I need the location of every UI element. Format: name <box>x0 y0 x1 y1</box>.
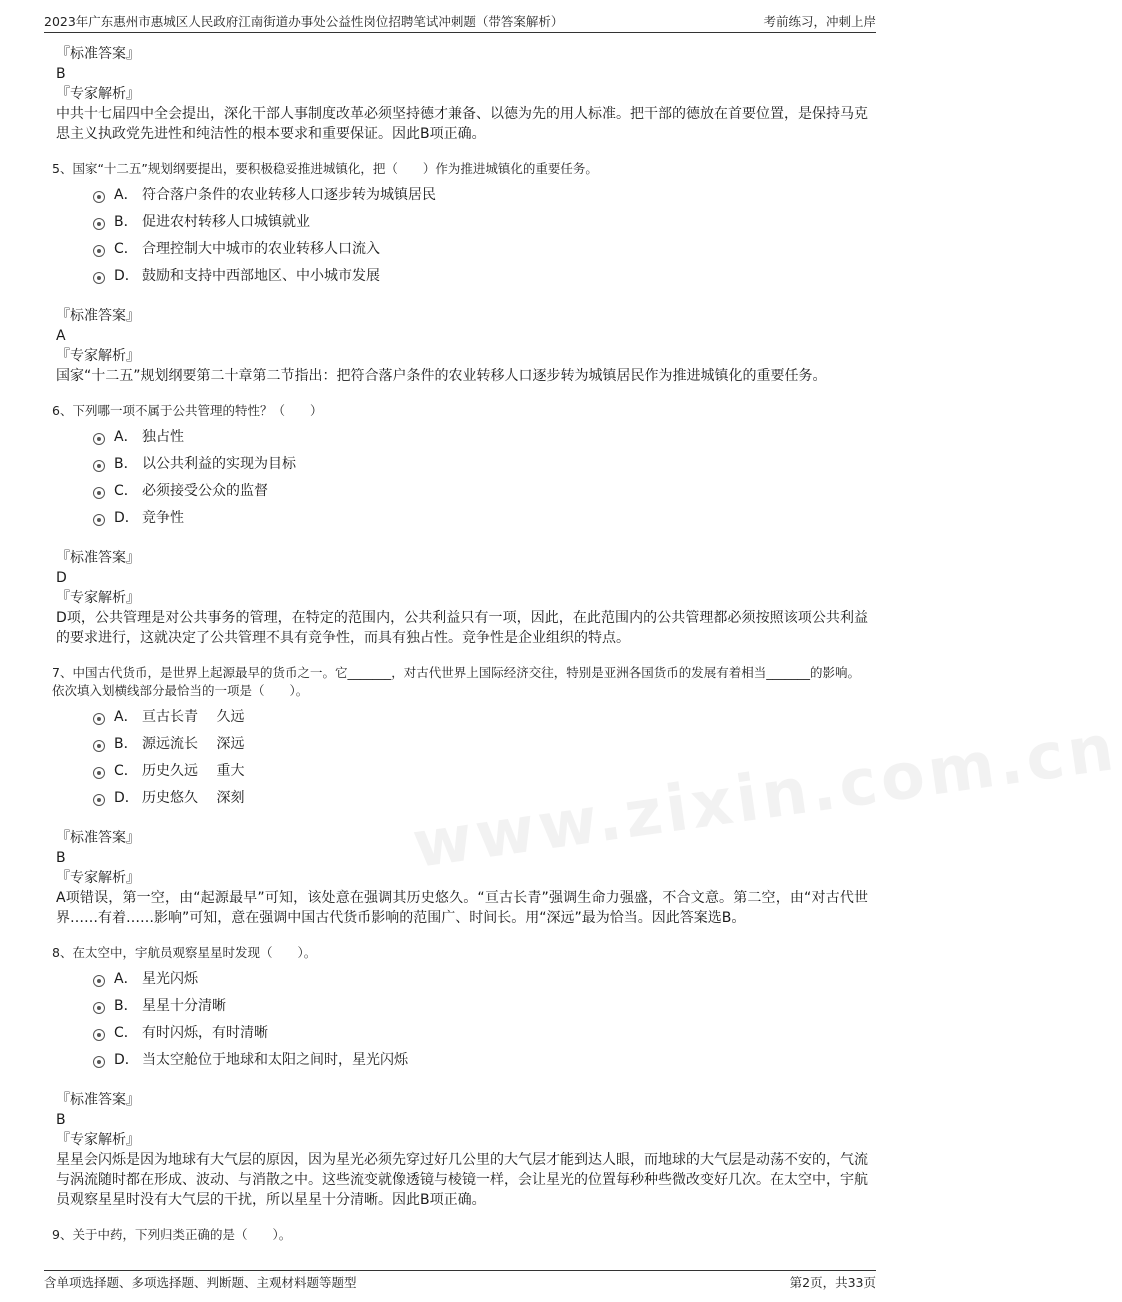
radio-icon[interactable] <box>93 218 105 230</box>
option-letter: A． <box>114 709 138 725</box>
option-text: 当太空舱位于地球和太阳之间时，星光闪烁 <box>142 1052 408 1068</box>
standard-answer-value: D <box>56 570 67 586</box>
option-c[interactable] <box>93 238 868 265</box>
radio-icon[interactable] <box>93 487 105 499</box>
question-stem: 8、在太空中，宇航员观察星星时发现（ ）。 <box>52 945 317 960</box>
radio-icon[interactable] <box>93 1029 105 1041</box>
option-letter: C． <box>114 763 138 779</box>
option-text: 符合落户条件的农业转移人口逐步转为城镇居民 <box>142 187 436 203</box>
option-text: 有时闪烁，有时清晰 <box>142 1025 268 1041</box>
expert-analysis-text: 国家“十二五”规划纲要第二十章第二节指出：把符合落户条件的农业转移人口逐步转为城镇居民作为推进城镇化的重要任务。 <box>56 368 827 384</box>
expert-analysis-label: 『专家解析』 <box>56 1132 140 1148</box>
radio-icon[interactable] <box>93 460 105 472</box>
expert-analysis-text: D项，公共管理是对公共事务的管理，在特定的范围内，公共利益只有一项，因此，在此范围内的公共管理都必须按照该项公共利益的要求进行，这就决定了公共管理不具有竞争性，而具有独占性。竞争性是企业组织的特点。 <box>56 610 868 646</box>
option-list <box>93 426 868 534</box>
radio-icon[interactable] <box>93 713 105 725</box>
option-letter: B． <box>114 736 138 752</box>
question-9 <box>52 1226 868 1244</box>
option-letter: D． <box>114 1052 139 1068</box>
radio-icon[interactable] <box>93 975 105 987</box>
option-d[interactable] <box>93 787 868 814</box>
page-footer <box>44 1270 876 1295</box>
standard-answer-label: 『标准答案』 <box>56 308 140 324</box>
answer-block-7 <box>56 828 868 928</box>
question-6 <box>52 402 868 648</box>
standard-answer-value: B <box>56 850 66 866</box>
option-text: 亘古长青 久远 <box>142 709 245 725</box>
question-types-note: 含单项选择题、多项选择题、判断题、主观材料题等题型 <box>44 1275 357 1290</box>
radio-icon[interactable] <box>93 1056 105 1068</box>
option-b[interactable] <box>93 733 868 760</box>
answer-block-8 <box>56 1090 868 1210</box>
option-letter: D． <box>114 790 139 806</box>
radio-icon[interactable] <box>93 1002 105 1014</box>
option-text: 竞争性 <box>142 510 184 526</box>
option-text: 鼓励和支持中西部地区、中小城市发展 <box>142 268 380 284</box>
expert-analysis-label: 『专家解析』 <box>56 86 140 102</box>
header-slogan: 考前练习，冲刺上岸 <box>763 14 876 29</box>
watermark: www.zixin.com.cn <box>408 710 1122 884</box>
radio-icon[interactable] <box>93 191 105 203</box>
option-text: 星星十分清晰 <box>142 998 226 1014</box>
option-a[interactable] <box>93 706 868 733</box>
question-7 <box>52 664 868 928</box>
question-stem: 7、中国古代货币，是世界上起源最早的货币之一。它_______，对古代世界上国际经济交往，特别是亚洲各国货币的发展有着相当_______的影响。 <box>52 665 860 680</box>
question-5 <box>52 160 868 386</box>
standard-answer-label: 『标准答案』 <box>56 550 140 566</box>
standard-answer-value: B <box>56 66 66 82</box>
answer-block-6 <box>56 548 868 648</box>
option-c[interactable] <box>93 480 868 507</box>
option-text: 独占性 <box>142 429 184 445</box>
page-header <box>44 10 876 33</box>
expert-analysis-label: 『专家解析』 <box>56 870 140 886</box>
option-letter: A． <box>114 971 138 987</box>
option-letter: C． <box>114 1025 138 1041</box>
expert-analysis-text: 中共十七届四中全会提出，深化干部人事制度改革必须坚持德才兼备、以德为先的用人标准。把干部的德放在首要位置，是保持马克思主义执政党先进性和纯洁性的根本要求和重要保证。因此B项正确。 <box>56 106 868 142</box>
option-letter: B． <box>114 998 138 1014</box>
option-letter: D． <box>114 268 139 284</box>
radio-icon[interactable] <box>93 740 105 752</box>
option-d[interactable] <box>93 507 868 534</box>
option-letter: B． <box>114 214 138 230</box>
standard-answer-label: 『标准答案』 <box>56 830 140 846</box>
question-instruction: 依次填入划横线部分最恰当的一项是（ ）。 <box>52 683 309 698</box>
expert-analysis-label: 『专家解析』 <box>56 348 140 364</box>
option-text: 历史悠久 深刻 <box>142 790 245 806</box>
expert-analysis-label: 『专家解析』 <box>56 590 140 606</box>
option-b[interactable] <box>93 995 868 1022</box>
question-stem: 9、关于中药，下列归类正确的是（ ）。 <box>52 1227 292 1242</box>
expert-analysis-text: A项错误，第一空，由“起源最早”可知，该处意在强调其历史悠久。“亘古长青”强调生命力强盛，不合文意。第二空，由“对古代世界……有着……影响”可知，意在强调中国古代货币影响的范围广、时间长。用“深远”最为恰当。因此答案选B。 <box>56 890 868 926</box>
radio-icon[interactable] <box>93 272 105 284</box>
option-letter: A． <box>114 187 138 203</box>
option-b[interactable] <box>93 211 868 238</box>
option-list <box>93 184 868 292</box>
standard-answer-label: 『标准答案』 <box>56 46 140 62</box>
standard-answer-label: 『标准答案』 <box>56 1092 140 1108</box>
option-letter: B． <box>114 456 138 472</box>
option-text: 源远流长 深远 <box>142 736 245 752</box>
radio-icon[interactable] <box>93 767 105 779</box>
option-d[interactable] <box>93 265 868 292</box>
option-letter: A． <box>114 429 138 445</box>
radio-icon[interactable] <box>93 433 105 445</box>
option-b[interactable] <box>93 453 868 480</box>
option-text: 以公共利益的实现为目标 <box>142 456 296 472</box>
radio-icon[interactable] <box>93 794 105 806</box>
option-list <box>93 968 868 1076</box>
option-text: 历史久远 重大 <box>142 763 245 779</box>
answer-block-5 <box>56 306 868 386</box>
question-stem: 6、下列哪一项不属于公共管理的特性？（ ） <box>52 403 323 418</box>
option-text: 星光闪烁 <box>142 971 198 987</box>
option-text: 必须接受公众的监督 <box>142 483 268 499</box>
answer-block-4 <box>56 44 868 144</box>
option-letter: C． <box>114 241 138 257</box>
standard-answer-value: B <box>56 1112 66 1128</box>
option-a[interactable] <box>93 426 868 453</box>
standard-answer-value: A <box>56 328 66 344</box>
document-body <box>52 44 868 1244</box>
option-c[interactable] <box>93 760 868 787</box>
question-8 <box>52 944 868 1210</box>
option-a[interactable] <box>93 968 868 995</box>
option-c[interactable] <box>93 1022 868 1049</box>
option-letter: C． <box>114 483 138 499</box>
option-d[interactable] <box>93 1049 868 1076</box>
option-list <box>93 706 868 814</box>
radio-icon[interactable] <box>93 514 105 526</box>
question-stem: 5、国家“十二五”规划纲要提出，要积极稳妥推进城镇化，把（ ）作为推进城镇化的重要任务。 <box>52 161 598 176</box>
page-number: 第2页，共33页 <box>789 1275 876 1290</box>
radio-icon[interactable] <box>93 245 105 257</box>
option-text: 促进农村转移人口城镇就业 <box>142 214 310 230</box>
option-text: 合理控制大中城市的农业转移人口流入 <box>142 241 380 257</box>
document-title: 2023年广东惠州市惠城区人民政府江南街道办事处公益性岗位招聘笔试冲刺题（带答案解析） <box>44 14 564 29</box>
option-letter: D． <box>114 510 139 526</box>
expert-analysis-text: 星星会闪烁是因为地球有大气层的原因，因为星光必须先穿过好几公里的大气层才能到达人眼，而地球的大气层是动荡不安的，气流与涡流随时都在形成、波动、与消散之中。这些流变就像透镜与棱镜一样，会让星光的位置每秒种些微改变好几次。在太空中，宇航员观察星星时没有大气层的干扰，所以星星十分清晰。因此B项正确。 <box>56 1152 868 1208</box>
option-a[interactable] <box>93 184 868 211</box>
